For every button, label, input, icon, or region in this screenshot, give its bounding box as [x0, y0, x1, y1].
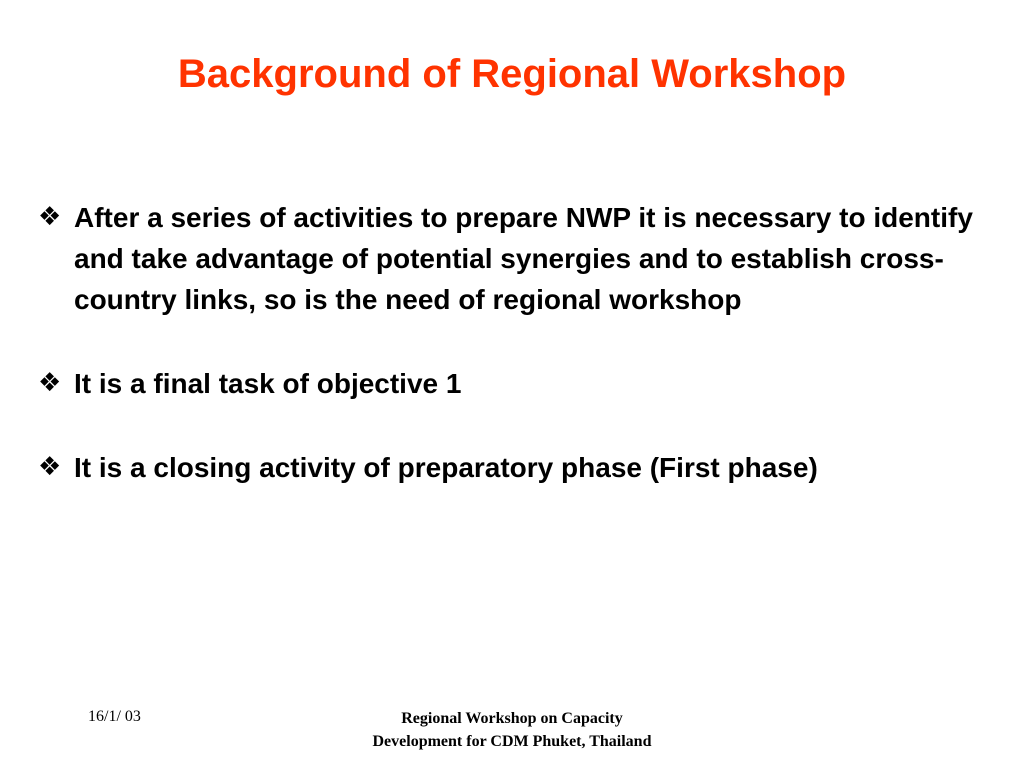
- diamond-bullet-icon: ❖: [38, 368, 62, 398]
- diamond-bullet-icon: ❖: [38, 202, 62, 232]
- footer-caption-line2: Development for CDM Phuket, Thailand: [372, 733, 652, 750]
- slide-title: Background of Regional Workshop: [177, 52, 847, 96]
- bullet-item: [36, 363, 976, 404]
- footer-caption: [312, 707, 712, 753]
- bullet-list: [36, 197, 976, 488]
- bullet-item: [36, 447, 976, 488]
- bullet-text: It is a closing activity of preparatory phase (First phase): [74, 452, 818, 483]
- footer-date: 16/1/ 03: [88, 708, 141, 725]
- footer-caption-line1: Regional Workshop on Capacity: [401, 710, 623, 727]
- diamond-bullet-icon: ❖: [38, 452, 62, 482]
- bullet-text: It is a final task of objective 1: [74, 368, 462, 399]
- bullet-text: After a series of activities to prepare NWP it is necessary to identify and take advantage of potential synergies and to establish cross-country links, so is the need of regional workshop: [74, 202, 973, 315]
- bullet-item: [36, 197, 976, 320]
